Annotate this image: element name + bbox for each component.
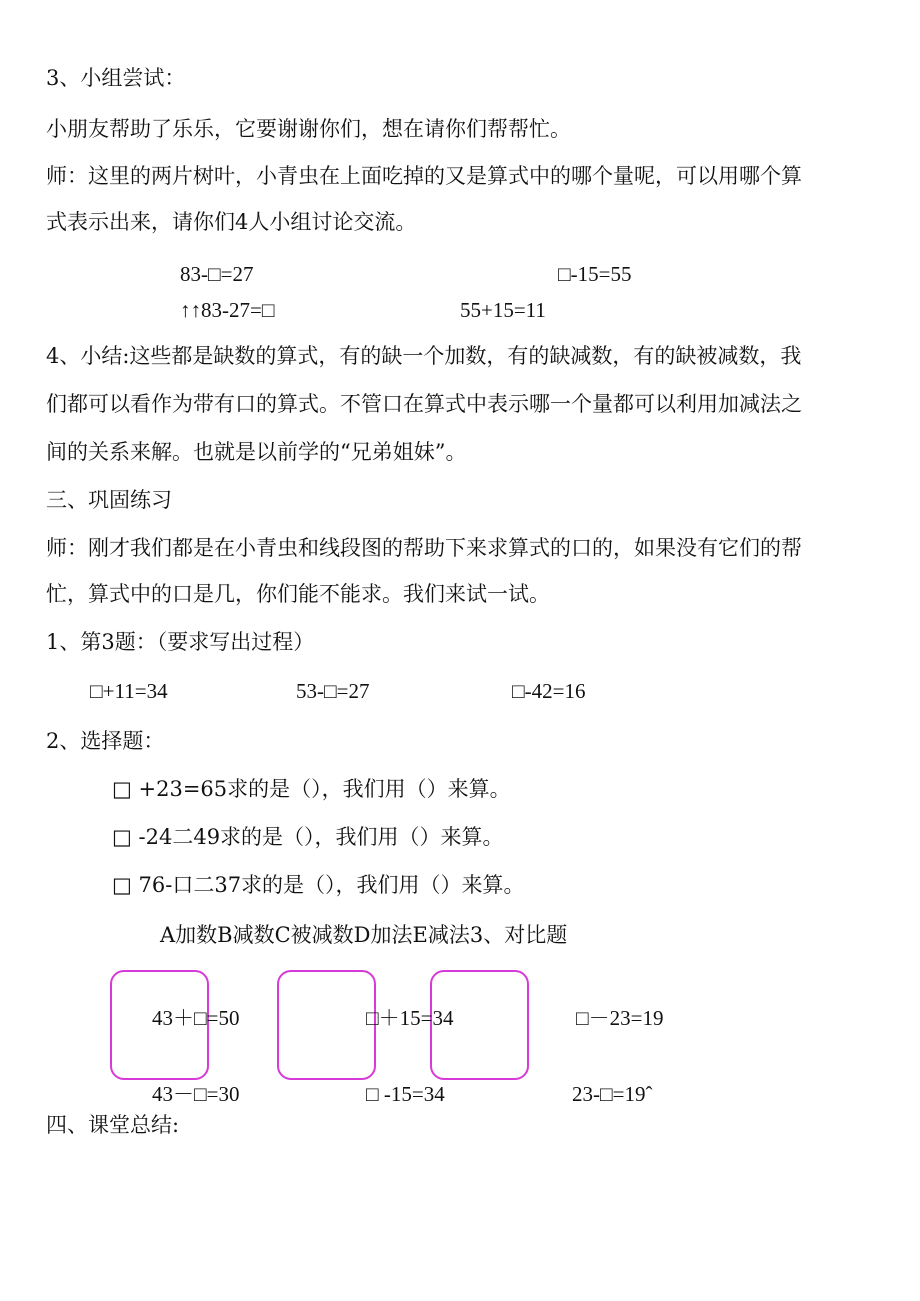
teacher-paragraph-1-line-2: 式表示出来，请你们4人小组讨论交流。 [46, 210, 417, 234]
compare-top-equation-3: □－23=19 [576, 1006, 664, 1030]
question-2-heading: 2、选择题： [46, 729, 165, 753]
compare-top-equation-2: □＋15=34 [366, 1006, 454, 1030]
part-4-heading: 四、课堂总结: [46, 1113, 180, 1137]
equation-row2-right: 55+15=11 [460, 298, 546, 322]
teacher-paragraph-2-line-1: 师：刚才我们都是在小青虫和线段图的帮助下来求算式的口的，如果没有它们的帮 [46, 536, 802, 560]
equation-row1-left: 83-□=27 [180, 262, 254, 286]
question-2-options: A加数B减数C被减数D加法E减法3、对比题 [160, 923, 568, 947]
question-1-equation-3: □-42=16 [512, 679, 586, 703]
teacher-paragraph-1-line-1: 师：这里的两片树叶，小青虫在上面吃掉的又是算式中的哪个量呢，可以用哪个算 [46, 164, 802, 188]
question-1-equation-2: 53-□=27 [296, 679, 370, 703]
compare-top-equation-1: 43＋□=50 [152, 1006, 240, 1030]
question-1-heading: 1、第3题：（要求写出过程） [46, 630, 315, 654]
paragraph-lele: 小朋友帮助了乐乐，它要谢谢你们，想在请你们帮帮忙。 [46, 117, 571, 141]
equation-row2-left: ↑↑83-27=□ [180, 298, 275, 322]
question-2-item-2: □ -24二49求的是（），我们用（）来算。 [112, 825, 504, 849]
summary-line-2: 们都可以看作为带有口的算式。不管口在算式中表示哪一个量都可以利用加减法之 [46, 392, 802, 416]
compare-bottom-equation-2: □ -15=34 [366, 1082, 445, 1106]
part-3-heading: 三、巩固练习 [46, 488, 172, 512]
highlight-box-2 [277, 970, 376, 1080]
question-1-equation-1: □+11=34 [90, 679, 168, 703]
teacher-paragraph-2-line-2: 忙，算式中的口是几，你们能不能求。我们来试一试。 [46, 582, 550, 606]
equation-row1-right: □-15=55 [558, 262, 632, 286]
summary-line-3: 间的关系来解。也就是以前学的“兄弟姐妹”。 [46, 440, 467, 464]
question-2-item-3: □ 76-口二37求的是（），我们用（）来算。 [112, 873, 525, 897]
question-2-item-1: □ +23=65求的是（），我们用（）来算。 [112, 777, 511, 801]
section-3-heading: 3、小组尝试： [46, 66, 186, 90]
summary-line-1: 4、小结:这些都是缺数的算式，有的缺一个加数，有的缺减数，有的缺被减数，我 [46, 344, 802, 368]
compare-bottom-equation-3: 23-□=19ˆ [572, 1082, 653, 1106]
compare-bottom-equation-1: 43－□=30 [152, 1082, 240, 1106]
